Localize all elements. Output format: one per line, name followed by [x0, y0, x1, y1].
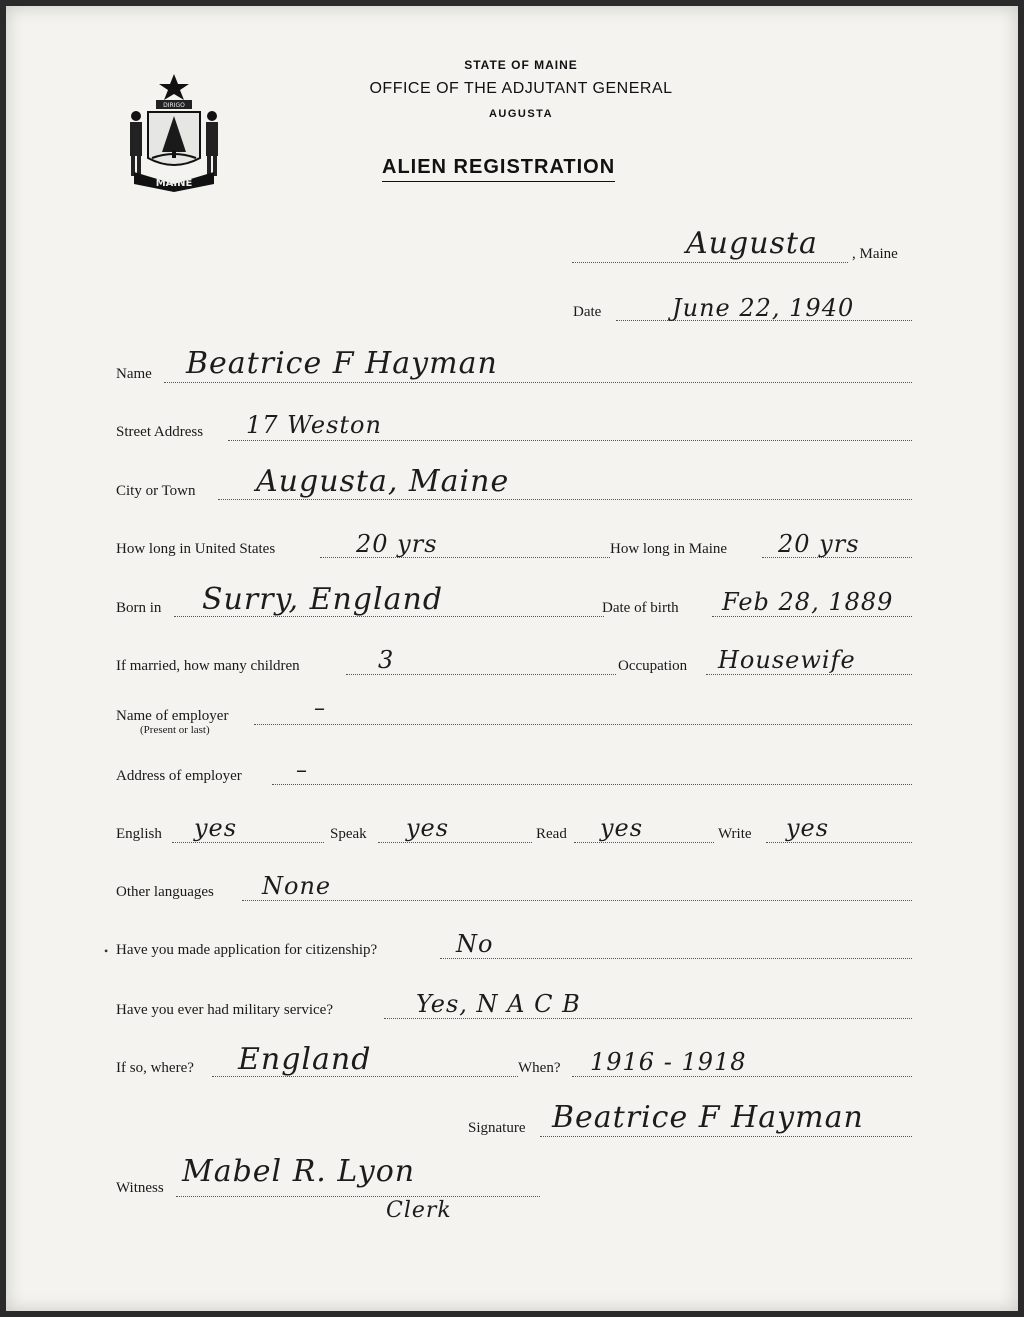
- street-line: [228, 440, 912, 441]
- witness-value[interactable]: Mabel R. Lyon: [182, 1154, 416, 1189]
- date-of-birth-label: Date of birth: [602, 600, 679, 616]
- date-value[interactable]: June 22, 1940: [672, 294, 855, 322]
- name-line: [164, 382, 912, 383]
- military-line: [384, 1018, 912, 1019]
- signature-value[interactable]: Beatrice F Hayman: [552, 1100, 864, 1135]
- citizenship-label: Have you made application for citizenship?: [116, 942, 378, 958]
- other-languages-value[interactable]: None: [262, 872, 332, 900]
- write-value[interactable]: yes: [786, 814, 830, 842]
- when-value[interactable]: 1916 - 1918: [590, 1048, 747, 1076]
- other-languages-line: [242, 900, 912, 901]
- employer-name-value[interactable]: –: [314, 696, 326, 721]
- header-office: OFFICE OF THE ADJUTANT GENERAL: [369, 80, 673, 97]
- where-label: If so, where?: [116, 1060, 194, 1076]
- place-line: [572, 262, 848, 263]
- how-long-maine-value[interactable]: 20 yrs: [778, 530, 860, 558]
- name-value[interactable]: Beatrice F Hayman: [186, 346, 498, 381]
- where-value[interactable]: England: [238, 1042, 372, 1077]
- seal-banner: MAINE: [155, 178, 193, 189]
- witness-label: Witness: [116, 1180, 164, 1196]
- witness-title: Clerk: [386, 1198, 452, 1223]
- speak-label: Speak: [330, 826, 367, 842]
- form-title: ALIEN REGISTRATION: [382, 156, 615, 182]
- read-label: Read: [536, 826, 567, 842]
- employer-address-value[interactable]: –: [296, 758, 308, 783]
- english-value[interactable]: yes: [194, 814, 238, 842]
- military-value[interactable]: Yes, N A C B: [416, 990, 581, 1018]
- how-long-us-label: How long in United States: [116, 541, 276, 557]
- how-long-maine-label: How long in Maine: [610, 541, 728, 557]
- bullet-mark: •: [104, 944, 109, 958]
- city-line: [218, 499, 912, 500]
- how-long-us-value[interactable]: 20 yrs: [356, 530, 438, 558]
- seal-motto: DIRIGO: [163, 102, 185, 109]
- place-value[interactable]: Augusta: [686, 226, 818, 261]
- military-label: Have you ever had military service?: [116, 1002, 333, 1018]
- city-value[interactable]: Augusta, Maine: [256, 464, 510, 499]
- employer-address-label: Address of employer: [116, 768, 242, 784]
- occupation-value[interactable]: Housewife: [718, 646, 856, 674]
- employer-address-line: [272, 784, 912, 785]
- street-value[interactable]: 17 Weston: [246, 411, 382, 439]
- employer-name-label: Name of employer: [116, 708, 229, 724]
- signature-line: [540, 1136, 912, 1137]
- write-line: [766, 842, 912, 843]
- date-of-birth-line: [712, 616, 912, 617]
- employer-name-line: [254, 724, 912, 725]
- read-value[interactable]: yes: [600, 814, 644, 842]
- other-languages-label: Other languages: [116, 884, 214, 900]
- children-line: [346, 674, 616, 675]
- speak-value[interactable]: yes: [406, 814, 450, 842]
- read-line: [574, 842, 714, 843]
- children-value[interactable]: 3: [378, 646, 395, 674]
- form-sheet: [6, 6, 1018, 1311]
- english-line: [172, 842, 324, 843]
- occupation-line: [706, 674, 912, 675]
- born-in-value[interactable]: Surry, England: [202, 582, 444, 617]
- born-in-label: Born in: [116, 600, 162, 616]
- witness-line: [176, 1196, 540, 1197]
- when-line: [572, 1076, 912, 1077]
- citizenship-value[interactable]: No: [456, 930, 494, 958]
- maine-label: , Maine: [852, 246, 898, 262]
- employer-note: (Present or last): [140, 724, 210, 736]
- header-state: STATE OF MAINE: [464, 58, 578, 72]
- citizenship-line: [440, 958, 912, 959]
- children-label: If married, how many children: [116, 658, 300, 674]
- date-of-birth-value[interactable]: Feb 28, 1889: [722, 588, 894, 616]
- city-label: City or Town: [116, 483, 196, 499]
- english-label: English: [116, 826, 162, 842]
- name-label: Name: [116, 366, 152, 382]
- header-city: AUGUSTA: [488, 108, 554, 120]
- street-label: Street Address: [116, 424, 204, 440]
- speak-line: [378, 842, 532, 843]
- when-label: When?: [518, 1060, 561, 1076]
- write-label: Write: [718, 826, 752, 842]
- date-label: Date: [573, 304, 602, 320]
- state-seal-icon: [118, 72, 230, 192]
- signature-label: Signature: [468, 1120, 526, 1136]
- occupation-label: Occupation: [618, 658, 688, 674]
